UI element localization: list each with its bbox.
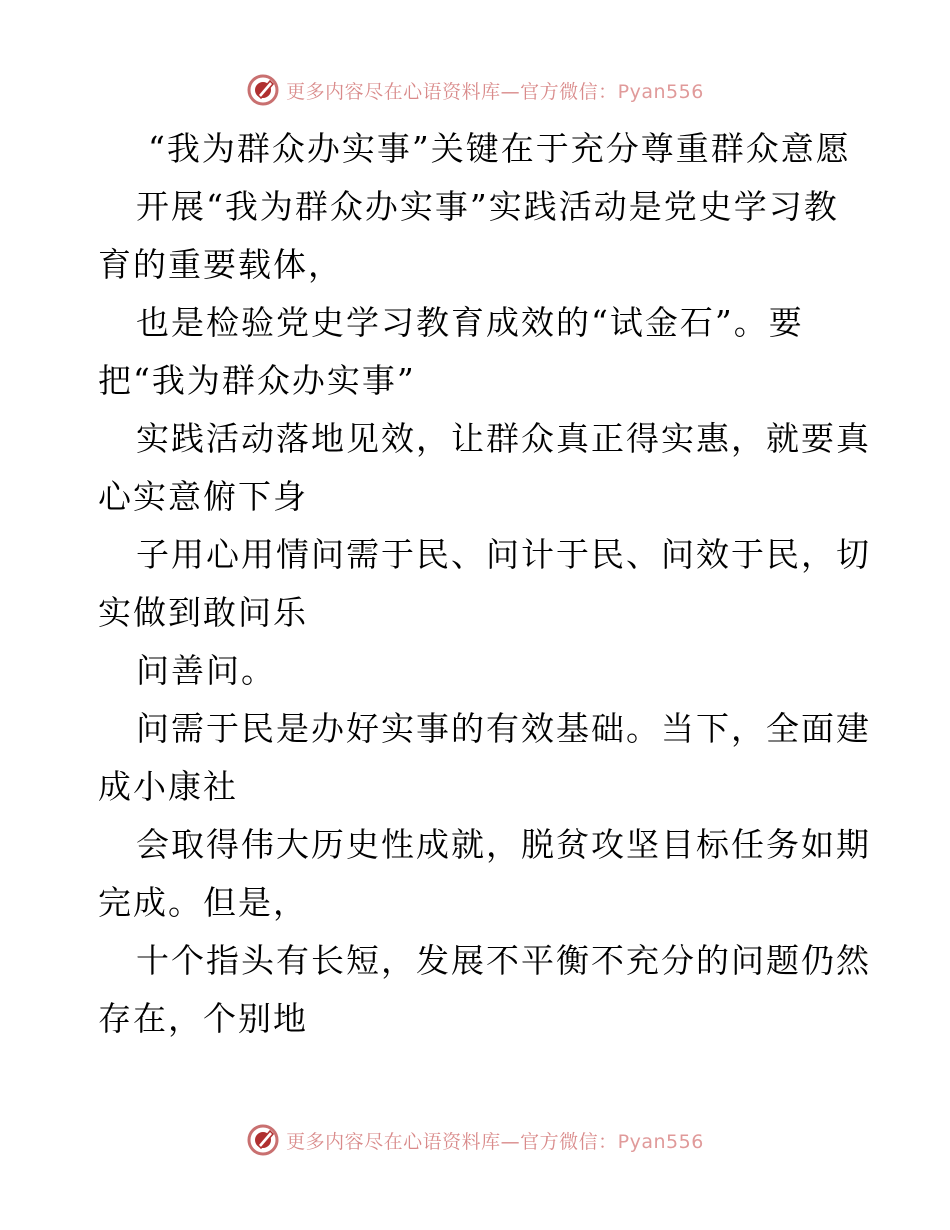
document-body	[98, 120, 871, 1048]
pen-logo-icon	[246, 1123, 280, 1157]
text-line: 开展“我为群众办实事”实践活动是党史学习教	[136, 187, 839, 226]
text-line: 实做到敢问乐	[98, 593, 308, 632]
footer-watermark	[0, 1120, 950, 1160]
text-line: 实践活动落地见效，让群众真正得实惠，就要真	[136, 419, 871, 458]
text-line: 成小康社	[98, 767, 238, 806]
header-watermark	[0, 70, 950, 110]
document-title: “我为群众办实事”关键在于充分尊重群众意愿	[148, 129, 851, 168]
text-line: 存在，个别地	[98, 999, 308, 1038]
pen-logo-icon	[246, 73, 280, 107]
text-line: 问善问。	[136, 651, 276, 690]
text-line: 完成。但是，	[98, 883, 308, 922]
text-line: 把“我为群众办实事”	[98, 361, 416, 400]
text-line: 也是检验党史学习教育成效的“试金石”。要	[136, 303, 804, 342]
watermark-text: 更多内容尽在心语资料库—官方微信：Pyan556	[286, 80, 704, 103]
text-line: 问需于民是办好实事的有效基础。当下，全面建	[136, 709, 871, 748]
watermark-wechat-id: Pyan556	[617, 1130, 704, 1153]
text-line: 子用心用情问需于民、问计于民、问效于民，切	[136, 535, 871, 574]
text-line: 会取得伟大历史性成就，脱贫攻坚目标任务如期	[136, 825, 871, 864]
watermark-text: 更多内容尽在心语资料库—官方微信：Pyan556	[286, 1130, 704, 1153]
text-line: 十个指头有长短，发展不平衡不充分的问题仍然	[136, 941, 871, 980]
text-line: 育的重要载体，	[98, 245, 343, 284]
text-line: 心实意俯下身	[98, 477, 308, 516]
watermark-wechat-id: Pyan556	[617, 80, 704, 103]
